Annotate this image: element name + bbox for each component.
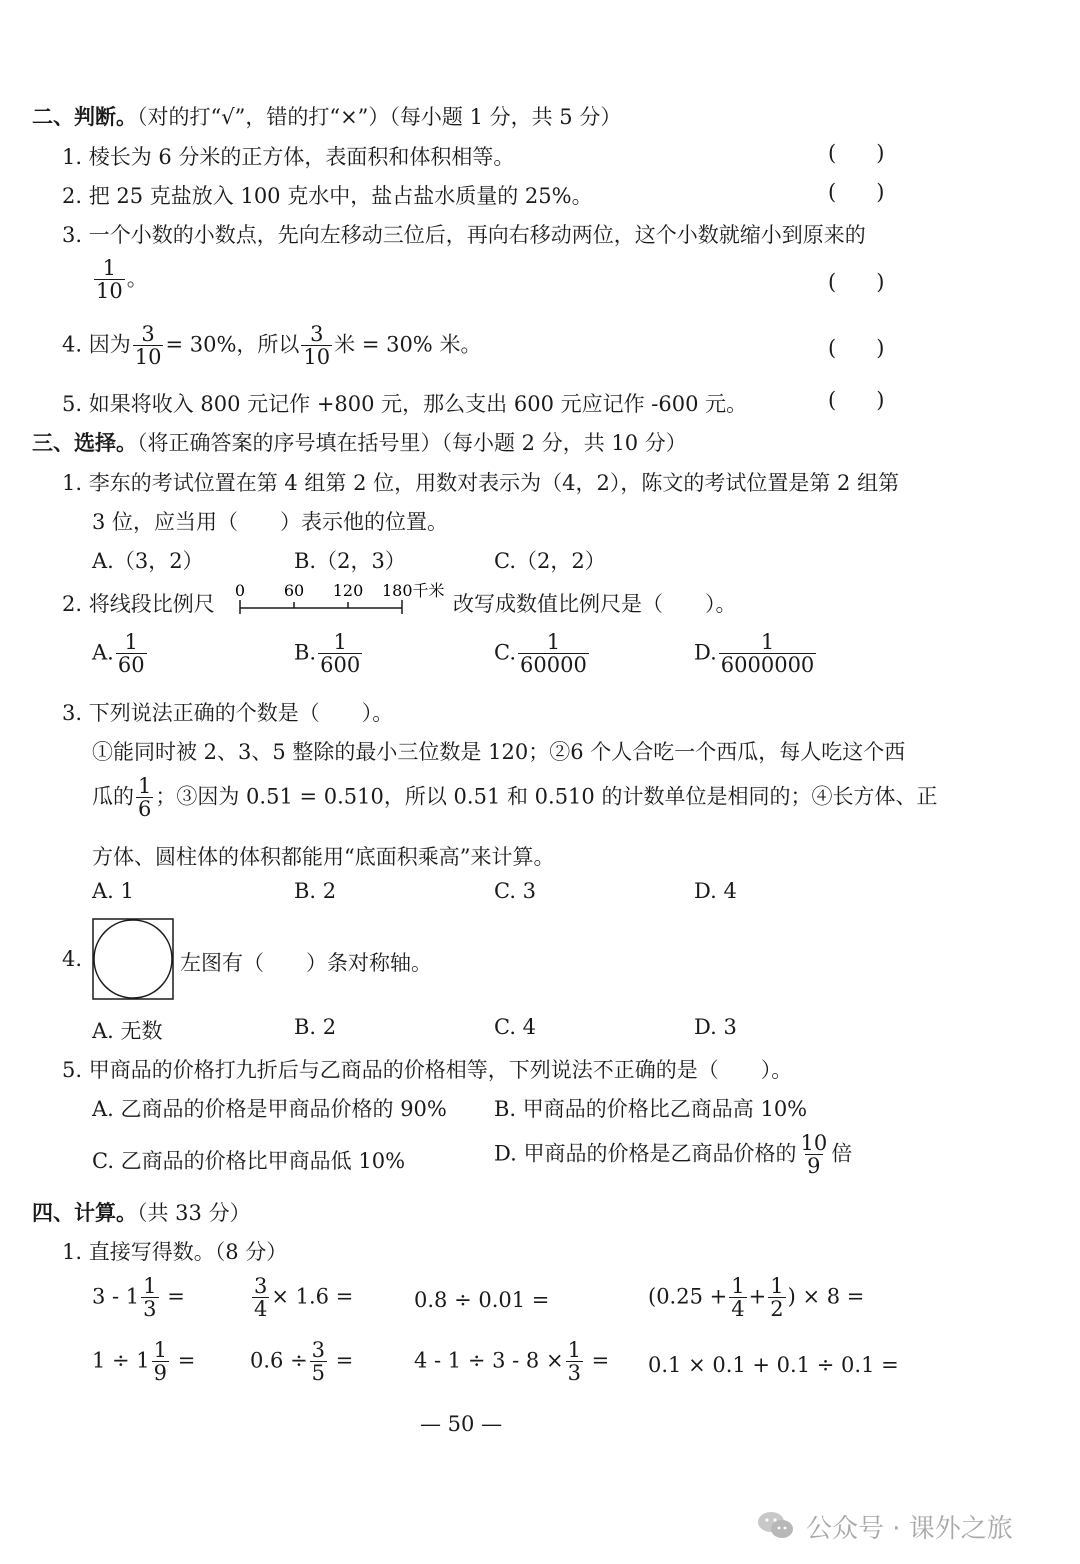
line-scale-figure <box>236 582 448 622</box>
fraction: $\frac{1}{60000}$ <box>520 630 587 677</box>
option[interactable]: D. 甲商品的价格是乙商品价格的 $\frac{10}{9}$ 倍 <box>494 1131 853 1178</box>
expression: 0.8 ÷ 0.01 = <box>414 1288 550 1312</box>
calc-q1: 1. 直接写得数。（8 分） <box>62 1240 288 1264</box>
option[interactable]: B. 甲商品的价格比乙商品高 10% <box>494 1097 808 1121</box>
fraction: $\frac{1}{10}$ <box>96 256 123 303</box>
expression: $\frac{3}{4}$ × 1.6 = <box>254 1274 354 1321</box>
answer-paren[interactable] <box>828 180 884 204</box>
option[interactable]: C. 4 <box>494 1015 537 1039</box>
option[interactable]: A.（3，2） <box>92 549 204 573</box>
fraction: $\frac{1}{9}$ <box>153 1338 168 1385</box>
circle-in-square-figure <box>92 918 174 1000</box>
scale-tick-label: 120 <box>332 581 364 600</box>
option[interactable]: B. 2 <box>294 879 337 903</box>
fraction: $\frac{1}{2}$ <box>770 1274 784 1321</box>
option[interactable]: A. 1 <box>92 879 134 903</box>
option[interactable]: C. $\frac{1}{60000}$ <box>494 630 587 677</box>
fraction: $\frac{3}{4}$ <box>254 1274 268 1321</box>
expression: 0.6 ÷ $\frac{3}{5}$ = <box>250 1338 354 1385</box>
choice-q4-number: 4. <box>62 947 83 971</box>
answer-paren[interactable] <box>828 141 884 165</box>
scale-tick-label: 0 <box>234 581 246 600</box>
choice-q3-line1: 3. 下列说法正确的个数是（ ）。 <box>62 701 394 725</box>
expression: (0.25 + $\frac{1}{4}$ + $\frac{1}{2}$ ) × 8 = <box>648 1274 865 1321</box>
scale-tick-label: 180千米 <box>382 581 445 600</box>
section-2-heading: 二、判断。（对的打“√”，错的打“×”）（每小题 1 分，共 5 分） <box>32 104 622 129</box>
expression: 1 ÷ 1 $\frac{1}{9}$ = <box>92 1338 196 1385</box>
option[interactable]: B. $\frac{1}{600}$ <box>294 630 361 677</box>
judge-q3-line2: $\frac{1}{10}$ 。 <box>96 256 148 303</box>
option[interactable]: C. 3 <box>494 879 537 903</box>
fraction: $\frac{3}{5}$ <box>311 1338 326 1385</box>
watermark-text: 公众号 · 课外之旅 <box>806 1514 1013 1544</box>
fraction: $\frac{1}{4}$ <box>731 1274 745 1321</box>
fraction: $\frac{1}{3}$ <box>143 1274 157 1321</box>
choice-q2-prefix: 2. 将线段比例尺 <box>62 592 215 616</box>
fraction: $\frac{1}{3}$ <box>567 1338 581 1385</box>
fraction: $\frac{1}{6000000}$ <box>720 630 815 677</box>
option[interactable]: A. 无数 <box>92 1019 163 1043</box>
judge-q4: 4. 因为 $\frac{3}{10}$ = 30%，所以 $\frac{3}{10}$ 米 = 30% 米。 <box>62 322 482 369</box>
section-4-heading: 四、计算。（共 33 分） <box>32 1200 251 1225</box>
option[interactable]: A. 乙商品的价格是甲商品价格的 90% <box>92 1097 447 1121</box>
choice-q5: 5. 甲商品的价格打九折后与乙商品的价格相等，下列说法不正确的是（ ）。 <box>62 1058 793 1082</box>
scale-tick-label: 60 <box>283 581 305 600</box>
judge-q5: 5. 如果将收入 800 元记作 +800 元，那么支出 600 元应记作 -600 元。 <box>62 392 748 416</box>
judge-q2: 2. 把 25 克盐放入 100 克水中，盐占盐水质量的 25%。 <box>62 184 593 208</box>
option[interactable]: B. 2 <box>294 1015 337 1039</box>
scale-bar <box>236 582 448 622</box>
option[interactable]: D. 3 <box>694 1015 737 1039</box>
fraction: $\frac{1}{600}$ <box>320 630 361 677</box>
page-number: — 50 — <box>420 1412 503 1436</box>
judge-q3-line1: 3. 一个小数的小数点，先向左移动三位后，再向右移动两位，这个小数就缩小到原来的 <box>62 223 866 247</box>
fraction: $\frac{1}{60}$ <box>117 630 145 677</box>
fraction: $\frac{10}{9}$ <box>800 1131 828 1178</box>
fraction: $\frac{1}{6}$ <box>138 774 152 821</box>
option[interactable]: A. $\frac{1}{60}$ <box>92 630 145 677</box>
choice-q3-line4: 方体、圆柱体的体积都能用“底面积乘高”来计算。 <box>92 845 555 869</box>
option[interactable]: D. 4 <box>694 879 737 903</box>
choice-q1-line1: 1. 李东的考试位置在第 4 组第 2 位，用数对表示为（4，2），陈文的考试位置是第 2 组第 <box>62 471 900 495</box>
option[interactable]: C. 乙商品的价格比甲商品低 10% <box>92 1149 406 1173</box>
answer-paren[interactable] <box>828 270 884 294</box>
section-3-heading: 三、选择。（将正确答案的序号填在括号里）（每小题 2 分，共 10 分） <box>32 430 687 455</box>
choice-q3-line3: 瓜的 $\frac{1}{6}$ ；③因为 0.51 = 0.510，所以 0.51 和 0.510 的计数单位是相同的；④长方体、正 <box>92 774 938 821</box>
choice-q1-line2: 3 位，应当用（ ）表示他的位置。 <box>92 510 449 534</box>
expression: 3 - 1 $\frac{1}{3}$ = <box>92 1274 185 1321</box>
answer-paren[interactable] <box>828 336 884 360</box>
choice-q3-line2: ①能同时被 2、3、5 整除的最小三位数是 120；②6 个人合吃一个西瓜，每人吃这个西 <box>92 740 906 764</box>
choice-q2-suffix: 改写成数值比例尺是（ ）。 <box>453 592 737 616</box>
judge-q1: 1. 棱长为 6 分米的正方体，表面积和体积相等。 <box>62 145 515 169</box>
option[interactable]: C.（2，2） <box>494 549 606 573</box>
wechat-icon <box>757 1510 795 1540</box>
fraction: $\frac{3}{10}$ <box>303 322 331 369</box>
option[interactable]: B.（2，3） <box>294 549 406 573</box>
expression: 0.1 × 0.1 + 0.1 ÷ 0.1 = <box>648 1353 899 1377</box>
option[interactable]: D. $\frac{1}{6000000}$ <box>694 630 815 677</box>
answer-paren[interactable] <box>828 388 884 412</box>
choice-q4-text: 左图有（ ）条对称轴。 <box>180 951 432 975</box>
fraction: $\frac{3}{10}$ <box>134 322 162 369</box>
expression: 4 - 1 ÷ 3 - 8 × $\frac{1}{3}$ = <box>414 1338 610 1385</box>
